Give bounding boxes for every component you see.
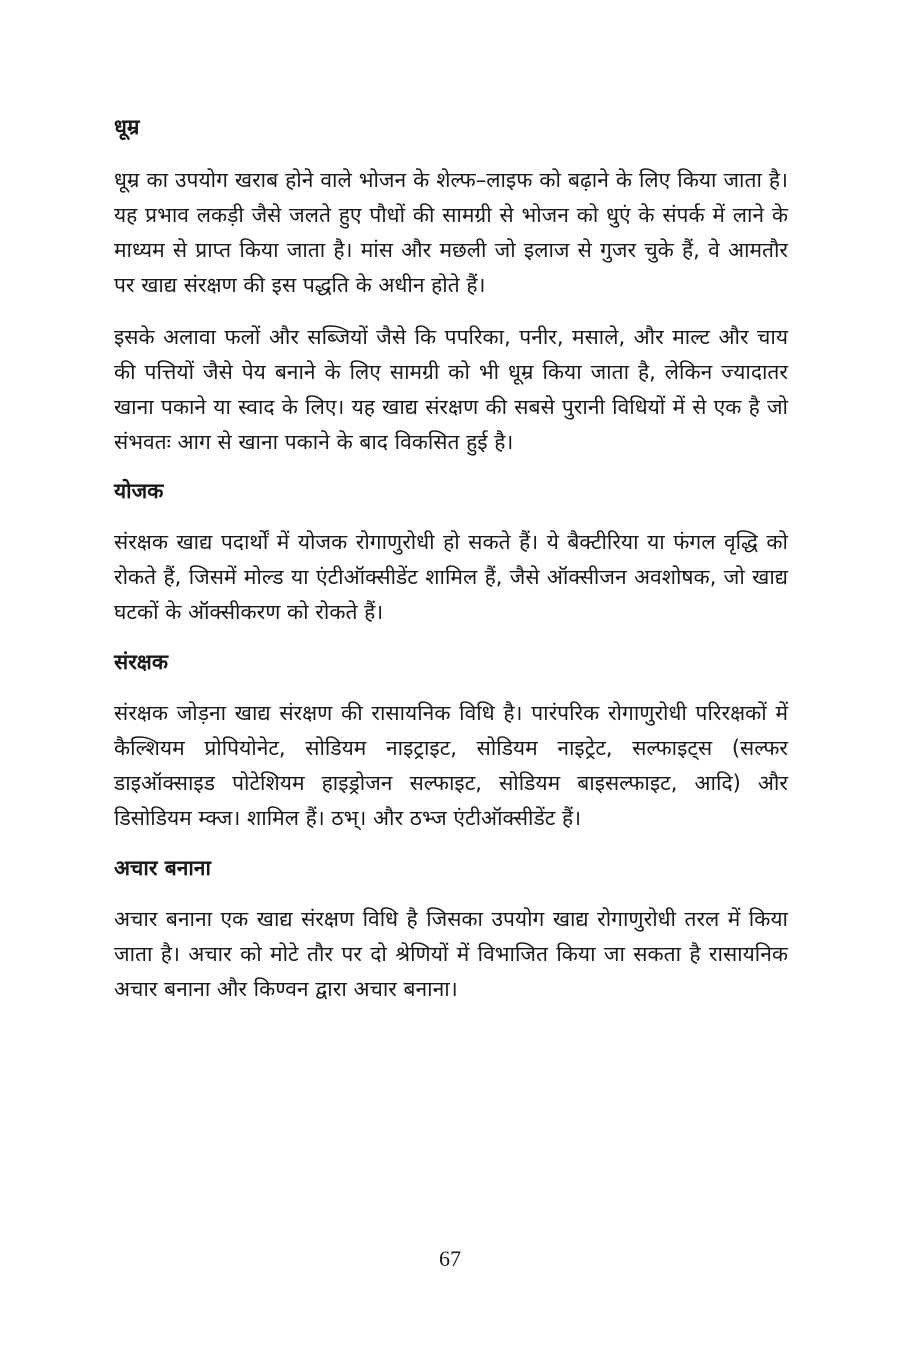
section-heading-additives: योजक — [114, 479, 164, 503]
paragraph-smoking-2: इसके अलावा फलों और सब्जियों जैसे कि पपरिका, पनीर, मसाले, और माल्ट और चाय की पत्तियों जैसे पेय बनाने के लिए सामग्री को भी धूम्र किया जाता है, लेकिन ज्यादातर खाना पकाने या स्वाद के लिए। यह खाद्य संरक्षण की सबसे पुरानी विधियों में से एक है जो संभवतः आग से खाना पकाने के बाद विकसित हुई है। — [114, 325, 788, 454]
paragraph-smoking-1: धूम्र का उपयोग खराब होने वाले भोजन के शेल्फ–लाइफ को बढ़ाने के लिए किया जाता है। यह प्रभाव लकड़ी जैसे जलते हुए पौधों की सामग्री से भोजन को धुएं के संपर्क में लाने के माध्यम से प्राप्त किया जाता है। मांस और मछली जो इलाज से गुजर चुके हैं, वे आमतौर पर खाद्य संरक्षण की इस पद्धति के अधीन होते हैं। — [114, 168, 788, 297]
paragraph-preservatives-1: संरक्षक जोड़ना खाद्य संरक्षण की रासायनिक विधि है। पारंपरिक रोगाणुरोधी परिरक्षकों में कैल्शियम प्रोपियोनेट, सोडियम नाइट्राइट, सोडियम नाइट्रेट, सल्फाइट्स (सल्फर डाइऑक्साइड पोटेशियम हाइड्रोजन सल्फाइट, सोडियम बाइसल्फाइट, आदि) और डिसोडियम म्क्ज। शामिल हैं। ठभ्। और ठभ्ज एंटीऑक्सीडेंट हैं। — [114, 701, 788, 830]
section-heading-smoking: धूम्र — [114, 115, 140, 139]
page-body — [114, 100, 788, 1007]
page-number: 67 — [439, 1246, 461, 1271]
section-heading-pickling: अचार बनाना — [114, 856, 211, 880]
paragraph-pickling-1: अचार बनाना एक खाद्य संरक्षण विधि है जिसका उपयोग खाद्य रोगाणुरोधी तरल में किया जाता है। अचार को मोटे तौर पर दो श्रेणियों में विभाजित किया जा सकता है रासायनिक अचार बनाना और किण्वन द्वारा अचार बनाना। — [114, 907, 788, 1001]
paragraph-additives-1: संरक्षक खाद्य पदार्थों में योजक रोगाणुरोधी हो सकते हैं। ये बैक्टीरिया या फंगल वृद्धि को रोकते हैं, जिसमें मोल्ड या एंटीऑक्सीडेंट शामिल हैं, जैसे ऑक्सीजन अवशोषक, जो खाद्य घटकों के ऑक्सीकरण को रोकते हैं। — [114, 530, 788, 624]
section-heading-preservatives: संरक्षक — [114, 650, 168, 674]
